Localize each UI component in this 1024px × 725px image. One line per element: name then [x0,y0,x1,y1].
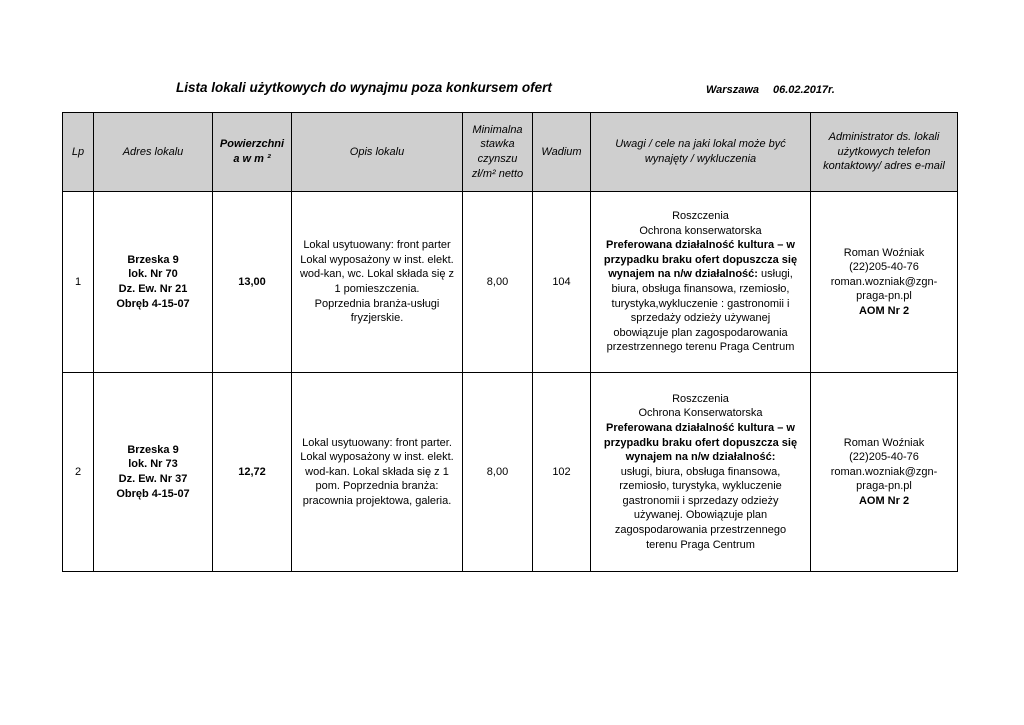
notes-bold: wynajem na n/w działalność: [608,268,758,281]
listings-table [62,112,958,572]
description-line: Lokal wyposażony w inst. elekt. [300,451,454,464]
col-notes [591,113,811,192]
col-rent-line: Minimalna [472,123,523,136]
col-deposit: Wadium [533,113,591,192]
col-admin-line: kontaktowy/ adres e-mail [823,160,945,173]
cell-notes [591,192,811,373]
description-line: Lokal usytuowany: front parter. [302,436,452,449]
description-line: pracownia projektowa, galeria. [302,494,452,507]
admin-unit: AOM Nr 2 [858,494,910,507]
col-rent-line: stawka [480,138,515,151]
col-lp: Lp [63,113,94,192]
notes-line: Ochrona konserwatorska [639,224,762,237]
table-row [63,373,958,572]
notes-line: przestrzennego terenu Praga Centrum [606,341,795,354]
cell-admin [811,192,958,373]
cell-area: 12,72 [213,373,292,572]
notes-line: Roszczenia [672,210,729,223]
notes-line: sprzedaży odzieży używanej [630,312,771,325]
notes-line: Preferowana działalność kultura – w [606,421,795,434]
col-rent-line: zł/m² netto [471,167,524,180]
cell-address [94,373,213,572]
notes-inline: usługi, [757,268,793,281]
city-date [706,84,835,96]
notes-line: Ochrona Konserwatorska [638,407,763,420]
cell-rent: 8,00 [463,192,533,373]
col-rent [463,113,533,192]
notes-line: rzemiosło, turystyka, wykluczenie [619,480,782,493]
notes-line: przypadku braku ofert dopuszcza się [603,253,798,266]
col-address: Adres lokalu [94,113,213,192]
cell-lp: 2 [63,373,94,572]
address-line: Brzeska 9 [127,443,179,456]
admin-name: Roman Woźniak [843,436,925,449]
cell-admin [811,373,958,572]
col-admin [811,113,958,192]
description-line: Lokal usytuowany: front parter [303,239,451,252]
cell-description [292,192,463,373]
description-line: 1 pomieszczenia. [334,283,420,295]
description-line: pom. Poprzednia branża: [315,480,439,493]
col-admin-line: użytkowych telefon [837,145,931,158]
description-line: fryzjerskie. [350,312,404,325]
address-line: Dz. Ew. Nr 37 [118,473,188,485]
cell-lp: 1 [63,192,94,373]
document-title: Lista lokali użytkowych do wynajmu poza konkursem ofert [176,80,552,95]
document-date: 06.02.2017r. [773,84,835,96]
notes-line: Preferowana działalność kultura – w [606,239,795,252]
admin-name: Roman Woźniak [843,246,925,259]
col-area [213,113,292,192]
notes-line: zagospodarowania przestrzennego [614,524,787,537]
notes-line: biura, obsługa finansowa, rzemiosło, [611,283,790,295]
notes-line: obowiązuje plan zagospodarowania [613,326,788,339]
description-line: Poprzednia branża-usługi [314,297,440,310]
cell-deposit: 102 [533,373,591,572]
notes-line: gastronomii i sprzedazy odzieży [622,494,779,507]
notes-line: przypadku braku ofert dopuszcza się [603,436,798,449]
cell-address [94,192,213,373]
admin-email: praga-pn.pl [856,290,912,303]
notes-line: usługi, biura, obsługa finansowa, [620,465,781,478]
address-line: Obręb 4-15-07 [116,487,190,500]
col-rent-line: czynszu [477,153,518,165]
notes-line: turystyka,wykluczenie : gastronomii i [611,297,790,310]
cell-area: 13,00 [213,192,292,373]
col-area-line: Powierzchni [219,138,285,151]
address-line: Obręb 4-15-07 [116,297,190,310]
col-notes-line: wynajęty / wykluczenia [644,153,757,165]
address-line: lok. Nr 73 [128,458,178,471]
col-area-line: a w m ² [233,153,271,165]
cell-notes [591,373,811,572]
table-row [63,192,958,373]
notes-line: wynajem na n/w działalność: [625,451,776,464]
col-description: Opis lokalu [292,113,463,192]
admin-phone: (22)205-40-76 [849,451,919,464]
cell-description [292,373,463,572]
admin-unit: AOM Nr 2 [858,304,910,317]
admin-phone: (22)205-40-76 [849,261,919,274]
description-line: wod-kan. Lokal składa się z 1 [305,465,449,478]
city: Warszawa [706,84,759,96]
address-line: Brzeska 9 [127,253,179,266]
address-line: Dz. Ew. Nr 21 [118,283,188,295]
col-notes-line: Uwagi / cele na jaki lokal może być [615,138,786,151]
notes-line: Roszczenia [672,392,729,405]
notes-line: terenu Praga Centrum [646,538,755,551]
header-row [63,113,958,192]
admin-email: roman.wozniak@zgn- [830,465,938,478]
col-admin-line: Administrator ds. lokali [828,131,940,144]
notes-line [593,267,808,282]
description-line: Lokal wyposażony w inst. elekt. [300,253,454,266]
description-line: wod-kan, wc. Lokal składa się z [299,268,455,281]
admin-email: praga-pn.pl [856,480,912,493]
cell-deposit: 104 [533,192,591,373]
address-line: lok. Nr 70 [128,268,178,281]
cell-rent: 8,00 [463,373,533,572]
admin-email: roman.wozniak@zgn- [830,275,938,288]
notes-line: używanej. Obowiązuje plan [633,509,768,522]
